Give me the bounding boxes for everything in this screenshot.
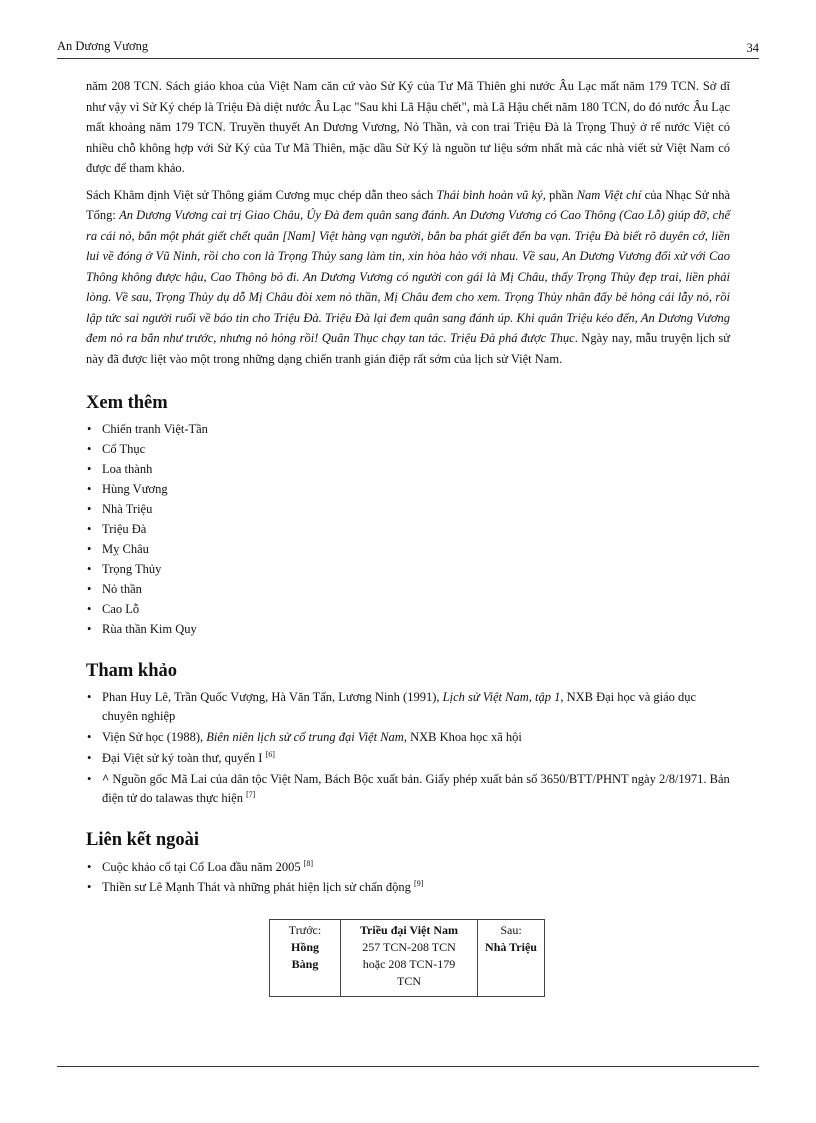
text-run: Viện Sử học (1988), [102, 730, 207, 744]
see-also-heading: Xem thêm [86, 393, 168, 413]
successor-name[interactable] [482, 939, 540, 956]
dynasty-years: hoặc 208 TCN-179 [362, 957, 456, 971]
backlink-caret[interactable]: ^ [102, 772, 110, 786]
external-link-item[interactable] [86, 857, 730, 877]
external-link-item[interactable] [86, 877, 730, 897]
text-run: Phan Huy Lê, Trần Quốc Vượng, Hà Văn Tấn, Lương Ninh (1991), [102, 690, 443, 704]
successor-cell [478, 920, 545, 997]
see-also-item[interactable]: • Hùng Vương [86, 479, 730, 499]
book-title: Thái bình hoàn vũ ký [436, 187, 543, 202]
book-title: Lịch sử Việt Nam, tập 1 [442, 690, 561, 704]
running-title: An Dương Vương [57, 39, 149, 53]
text-run: , NXB Đại học và giáo dục chuyên nghiệp [102, 690, 697, 723]
successor-name-text: Nhà Triệu [485, 940, 537, 954]
predecessor-name-line: Hồng [290, 940, 319, 954]
dynasty-years: TCN [397, 974, 421, 988]
text-run: . Ngày nay, mẫu truyện lịch sử này đã được liệt vào một trong những dạng chiến tranh gián điệp rất sớm của lịch sử Việt Nam. [86, 331, 730, 366]
predecessor-label: Trước: [288, 923, 322, 937]
reference-item [86, 728, 730, 747]
dynasty-title-text: Triều đại Việt Nam [359, 923, 459, 937]
references-list [86, 688, 730, 808]
see-also-item[interactable]: • Cao Lỗ [86, 599, 730, 619]
reference-item [86, 770, 730, 808]
see-also-item[interactable]: • Triệu Đà [86, 519, 730, 539]
see-also-item[interactable]: • Rùa thần Kim Quy [86, 619, 730, 639]
see-also-item[interactable]: • Nhà Triệu [86, 499, 730, 519]
see-also-item[interactable]: • Cổ Thục [86, 439, 730, 459]
footer-rule [57, 1066, 759, 1067]
article-body [86, 76, 730, 997]
reference-item [86, 688, 730, 726]
succession-box [269, 919, 545, 997]
book-title: Biên niên lịch sử cổ trung đại Việt Nam [206, 730, 404, 744]
text-run: , phần [542, 187, 577, 202]
link-text[interactable]: Thiền sư Lê Mạnh Thát và những phát hiện lịch sử chấn động [102, 880, 411, 894]
page-number: 34 [746, 41, 759, 55]
footnote-link[interactable]: [8] [303, 859, 314, 868]
footnote-link[interactable]: [6] [265, 750, 275, 759]
see-also-item[interactable]: • Nỏ thần [86, 579, 730, 599]
predecessor-cell [270, 920, 341, 997]
text-run: của Nhạc Sử nhà Tống: [86, 187, 730, 222]
page-header [57, 38, 759, 59]
see-also-item[interactable]: • Chiến tranh Việt-Tần [86, 419, 730, 439]
reference-item [86, 749, 730, 768]
dynasty-cell [341, 920, 478, 997]
link-text[interactable]: Cuộc khảo cổ tại Cổ Loa đầu năm 2005 [102, 860, 301, 874]
text-run: Sách Khâm định Việt sử Thông giám Cương mục chép dẫn theo sách [86, 187, 437, 202]
external-links-heading: Liên kết ngoài [86, 830, 200, 850]
text-run: Nguồn gốc Mã Lai của dân tộc Việt Nam, Bách Bộc xuất bản. Giấy phép xuất bản số 3650/BTT/PHNT ngày 2/8/1971. Bản điện tử do talawas thực hiện [102, 772, 730, 805]
text-run: , NXB Khoa học xã hội [403, 730, 522, 744]
references-heading: Tham khảo [86, 661, 177, 681]
text-run: Đại Việt sử ký toàn thư, quyển I [102, 751, 263, 765]
quoted-passage: An Dương Vương cai trị Giao Châu, Úy Đà đem quân sang đánh. An Dương Vương có Cao Thông (Cao Lỗ) giúp đỡ, chế ra cái nỏ, bắn một phát giết chết quân [Nam] Việt hàng vạn người, bắn ba phát giết đến ba vạn. Triệu Đà biết rõ duyên cớ, liền lui về đóng ở Vũ Ninh, rồi cho con là Trọng Thủy sang làm tin, xin hòa hảo với nhau. Về sau, An Dương Vương đối xử với Cao Thông không được hậu, Cao Thông bỏ đi. An Dương Vương có người con gái là Mị Châu, thấy Trọng Thủy đẹp trai, liền phải lòng. Về sau, Trọng Thủy dụ dỗ Mị Châu đòi xem nỏ thần, Mị Châu đem cho xem. Trọng Thủy nhân đấy bẻ hỏng cái lẫy nỏ, rồi lập tức sai người ruổi về báo tin cho Triệu Đà. Triệu Đà lại đem quân sang đánh úp. Khi quân Triệu kéo đến, An Dương Vương đem nỏ ra bắn như trước, nhưng nỏ hỏng rồi! Quân Thục chạy tan tác. Triệu Đà phá được Thục [86, 208, 731, 345]
paragraph-khamdinh [86, 185, 730, 370]
predecessor-name[interactable] [274, 939, 336, 973]
see-also-item[interactable]: • Trọng Thủy [86, 559, 730, 579]
see-also-item[interactable]: • Mỵ Châu [86, 539, 730, 559]
see-also-item[interactable]: • Loa thành [86, 459, 730, 479]
paragraph-sources: năm 208 TCN. Sách giáo khoa của Việt Nam căn cứ vào Sử Ký của Tư Mã Thiên ghi nước Âu Lạc mất năm 179 TCN. Sở dĩ như vậy vì Sử Ký chép là Triệu Đà diệt nước Âu Lạc "Sau khi Lã Hậu chết", mà Lã Hậu chết năm 180 TCN, do đó nước Âu Lạc mất khoảng năm 179 TCN. Truyền thuyết An Dương Vương, Nỏ Thần, và con trai Triệu Đà là Trọng Thuỷ ở rể nước Việt có nhiều chỗ không hợp với Sử Ký của Tư Mã Thiên, mặc dầu Sử Ký là nguồn tư liệu sớm nhất mà các nhà viết sử Việt Nam có được để tham khảo. [86, 79, 730, 175]
footnote-link[interactable]: [9] [414, 879, 424, 888]
see-also-list [86, 419, 730, 639]
dynasty-years: 257 TCN-208 TCN [362, 940, 456, 954]
successor-label: Sau: [500, 923, 522, 937]
predecessor-name-line: Bàng [291, 957, 319, 971]
footnote-link[interactable]: [7] [246, 790, 256, 799]
book-title: Nam Việt chí [576, 187, 642, 202]
external-links-list [86, 857, 730, 897]
dynasty-title [345, 922, 473, 939]
